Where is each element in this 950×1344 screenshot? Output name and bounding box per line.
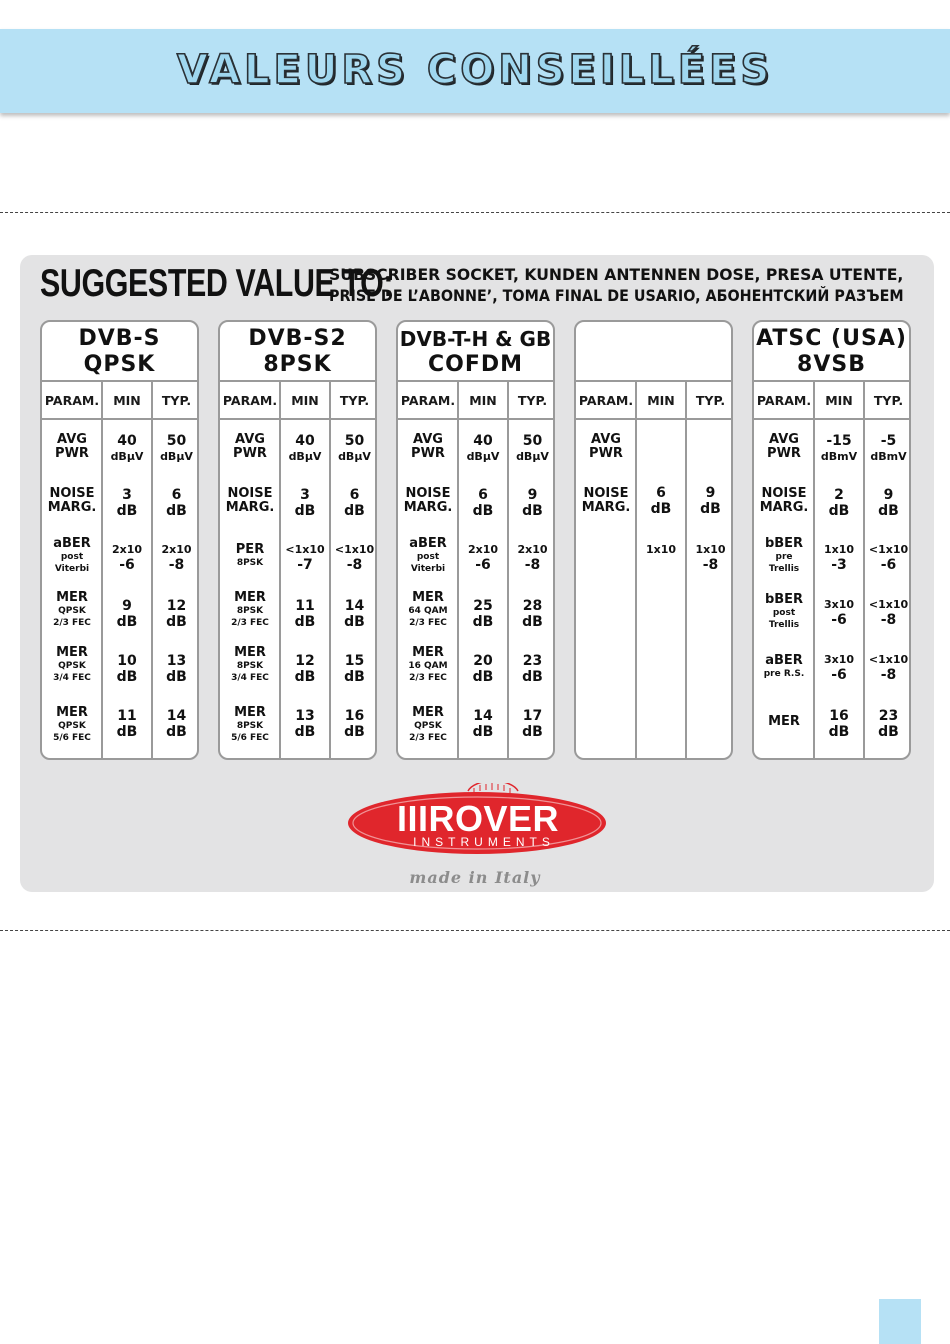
typ-value: -5 dBmV xyxy=(870,433,907,463)
typ-value: 28 dB xyxy=(522,598,543,630)
param-noise-marg: NOISE MARG. xyxy=(759,486,809,515)
param-avg-pwr: AVG PWR xyxy=(767,432,801,461)
param-avg-pwr: AVG PWR xyxy=(589,432,623,461)
min-value: 2x10 -6 xyxy=(467,543,499,573)
typ-value: 12 dB xyxy=(166,598,187,630)
card-header xyxy=(398,322,553,382)
card-header xyxy=(220,322,375,382)
card-title: DVB-S2 xyxy=(248,326,347,351)
suggested-subtitle-line1: SUBSCRIBER SOCKET, KUNDEN ANTENNEN DOSE, PRESA UTENTE, xyxy=(329,265,904,284)
column-header-param: PARAM. xyxy=(754,382,814,420)
standard-card-blank xyxy=(574,320,733,760)
param-noise-marg: NOISE MARG. xyxy=(47,486,97,515)
column-header-typ: TYP. xyxy=(330,382,377,420)
card-modulation: 8PSK xyxy=(263,352,332,377)
typ-value: 15 dB xyxy=(344,653,365,685)
typ-value: 9 dB xyxy=(522,487,543,519)
param-mer: MER 64 QAM 2/3 FEC xyxy=(408,590,448,628)
min-value: 1x10 -3 xyxy=(823,543,855,573)
min-value: 40 dBμV xyxy=(110,433,144,463)
rover-instruments-logo xyxy=(346,783,608,855)
param-aber-pre-rs: aBER pre R.S. xyxy=(763,653,805,679)
suggested-title: SUGGESTED VALUE TO: xyxy=(40,262,394,305)
param-mer: MER 8PSK 2/3 FEC xyxy=(231,590,269,628)
min-value: 12 dB xyxy=(294,653,316,685)
typ-value: 16 dB xyxy=(344,708,365,740)
typ-value: 23 dB xyxy=(522,653,543,685)
param-avg-pwr: AVG PWR xyxy=(233,432,267,461)
min-value: 20 dB xyxy=(472,653,494,685)
typ-value: 23 dB xyxy=(878,708,899,740)
typ-value: 50 dBμV xyxy=(338,433,371,463)
param-mer: MER xyxy=(768,714,800,729)
min-value: 3 dB xyxy=(294,487,316,519)
typ-value: <1x10 -8 xyxy=(868,598,909,628)
page-tab-marker xyxy=(879,1299,921,1344)
column-header-typ: TYP. xyxy=(864,382,911,420)
min-value: <1x10 -7 xyxy=(285,543,325,573)
column-header-min: MIN xyxy=(814,382,864,420)
card-title: DVB-S xyxy=(78,326,161,351)
min-value: 13 dB xyxy=(294,708,316,740)
typ-value: <1x10 -6 xyxy=(868,543,909,573)
min-value: 16 dB xyxy=(828,708,850,740)
min-value: 40 dBμV xyxy=(466,433,500,463)
logo-brand-text: IIIROVER xyxy=(396,798,560,839)
typ-value: 2x10 -8 xyxy=(517,543,548,573)
min-value: 6 dB xyxy=(472,487,494,519)
card-header xyxy=(576,322,731,382)
card-title: ATSC (USA) xyxy=(756,326,907,351)
param-bber-pre: bBER pre Trellis xyxy=(764,536,804,574)
standard-card-atsc xyxy=(752,320,911,760)
min-value: 3 dB xyxy=(116,487,138,519)
standard-card-dvb-s xyxy=(40,320,199,760)
logo-sub-text: INSTRUMENTS xyxy=(413,835,555,849)
column-header-min: MIN xyxy=(280,382,330,420)
param-noise-marg: NOISE MARG. xyxy=(581,486,631,515)
column-header-typ: TYP. xyxy=(508,382,555,420)
min-value: 1x10 xyxy=(645,543,677,556)
card-modulation: QPSK xyxy=(83,352,156,377)
typ-value: 9 dB xyxy=(700,485,721,517)
min-value: 11 dB xyxy=(294,598,316,630)
param-mer: MER 8PSK 5/6 FEC xyxy=(231,705,269,743)
param-noise-marg: NOISE MARG. xyxy=(403,486,453,515)
param-mer: MER QPSK 3/4 FEC xyxy=(53,645,91,683)
min-value: 6 dB xyxy=(650,485,672,517)
param-avg-pwr: AVG PWR xyxy=(55,432,89,461)
param-bber-post: bBER post Trellis xyxy=(764,592,804,630)
min-value: 10 dB xyxy=(116,653,138,685)
min-value: -15 dBmV xyxy=(820,433,858,463)
page-title: VALEURS CONSEILLÉES xyxy=(176,47,774,93)
column-header-min: MIN xyxy=(458,382,508,420)
column-header-param: PARAM. xyxy=(576,382,636,420)
typ-value: <1x10 -8 xyxy=(334,543,375,573)
card-header xyxy=(42,322,197,382)
column-header-param: PARAM. xyxy=(398,382,458,420)
min-value: 14 dB xyxy=(472,708,494,740)
column-header-typ: TYP. xyxy=(152,382,199,420)
param-aber: aBER post Viterbi xyxy=(409,536,447,574)
column-header-param: PARAM. xyxy=(220,382,280,420)
header-banner xyxy=(0,29,950,113)
typ-value: 6 dB xyxy=(344,487,365,519)
typ-value: 14 dB xyxy=(344,598,365,630)
typ-value: 50 dBμV xyxy=(516,433,549,463)
min-value: 11 dB xyxy=(116,708,138,740)
param-mer: MER QPSK 2/3 FEC xyxy=(53,590,91,628)
param-aber: aBER post Viterbi xyxy=(53,536,91,574)
min-value: 2 dB xyxy=(828,487,850,519)
min-value: 2x10 -6 xyxy=(111,543,143,573)
dashed-divider-top xyxy=(0,212,950,213)
param-mer: MER 8PSK 3/4 FEC xyxy=(231,645,269,683)
standard-card-dvb-t xyxy=(396,320,555,760)
card-modulation: 8VSB xyxy=(797,352,866,377)
min-value: 3x10 -6 xyxy=(823,653,855,683)
param-avg-pwr: AVG PWR xyxy=(411,432,445,461)
card-header xyxy=(754,322,909,382)
made-in-italy: made in Italy xyxy=(409,868,541,887)
param-mer: MER 16 QAM 2/3 FEC xyxy=(408,645,448,683)
standard-card-dvb-s2 xyxy=(218,320,377,760)
column-header-min: MIN xyxy=(102,382,152,420)
column-header-param: PARAM. xyxy=(42,382,102,420)
typ-value: 17 dB xyxy=(522,708,543,740)
column-header-min: MIN xyxy=(636,382,686,420)
typ-value: 1x10 -8 xyxy=(695,543,726,573)
typ-value: 13 dB xyxy=(166,653,187,685)
typ-value: 14 dB xyxy=(166,708,187,740)
param-per: PER 8PSK xyxy=(235,542,265,568)
typ-value: 50 dBμV xyxy=(160,433,193,463)
param-mer: MER QPSK 2/3 FEC xyxy=(409,705,447,743)
typ-value: 9 dB xyxy=(878,487,899,519)
card-modulation: COFDM xyxy=(427,352,524,377)
min-value: 3x10 -6 xyxy=(823,598,855,628)
suggested-subtitle-line2: PRISE DE L’ABONNE’, TOMA FINAL DE USARIO, АБОНЕНТСКИЙ РАЗЪЕМ xyxy=(329,286,904,305)
dashed-divider-bottom xyxy=(0,930,950,931)
min-value: 25 dB xyxy=(472,598,494,630)
typ-value: <1x10 -8 xyxy=(868,653,909,683)
min-value: 40 dBμV xyxy=(288,433,322,463)
param-noise-marg: NOISE MARG. xyxy=(225,486,275,515)
typ-value: 2x10 -8 xyxy=(161,543,192,573)
card-title: DVB-T-H & GB xyxy=(399,327,552,351)
column-header-typ: TYP. xyxy=(686,382,733,420)
typ-value: 6 dB xyxy=(166,487,187,519)
param-mer: MER QPSK 5/6 FEC xyxy=(53,705,91,743)
min-value: 9 dB xyxy=(116,598,138,630)
